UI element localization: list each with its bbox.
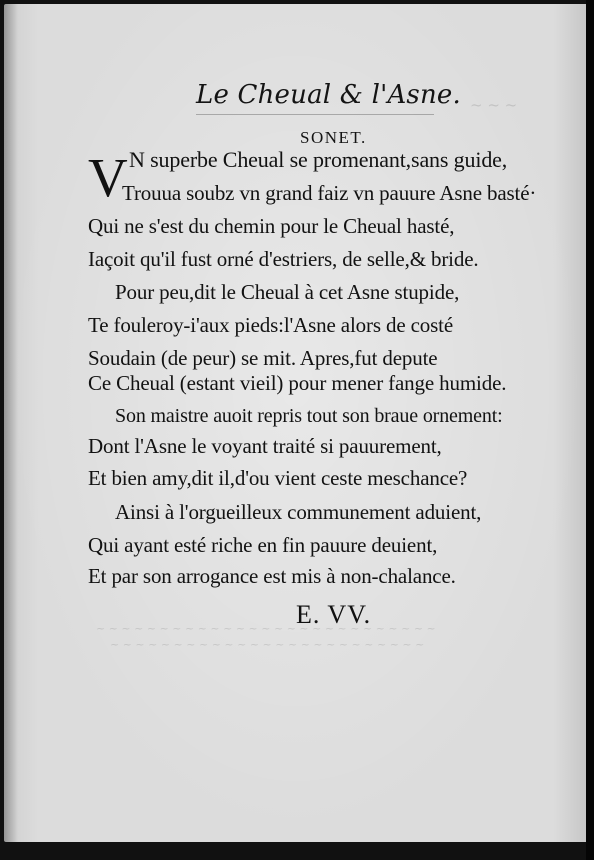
verse-line-7: Soudain (de peur) se mit. Apres,fut depute (88, 346, 438, 370)
author-initials: E. VV. (296, 600, 372, 629)
verse-line-11: Et bien amy,dit il,d'ou vient ceste meschance? (88, 466, 468, 490)
verse-line-8: Ce Cheual (estant vieil) pour mener fange humide. (88, 371, 507, 395)
verse-line-12: Ainsi à l'orgueilleux communement aduient, (115, 500, 482, 524)
verse-line-13: Qui ayant esté riche en fin pauure deuient, (88, 533, 438, 557)
bleed-through-footnote-1: ~ ~ ~ ~ ~ ~ ~ ~ ~ ~ ~ ~ ~ ~ ~ ~ ~ ~ ~ ~ ~ ~ ~ ~ ~ ~ ~ (96, 622, 436, 635)
verse-line-1: N superbe Cheual se promenant,sans guide, (129, 147, 508, 172)
verse-line-3: Qui ne s'est du chemin pour le Cheual hasté, (88, 214, 455, 238)
title-underline (196, 114, 434, 115)
verse-line-6: Te fouleroy-i'aux pieds:l'Asne alors de costé (88, 313, 453, 337)
verse-line-5: Pour peu,dit le Cheual à cet Asne stupide, (115, 280, 460, 304)
verse-line-14: Et par son arrogance est mis à non-chalance. (88, 564, 456, 588)
verse-line-2: Trouua soubz vn grand faiz vn pauure Asne basté· (122, 181, 537, 205)
spine-shadow (4, 4, 18, 842)
verse-line-4: Iaçoit qu'il fust orné d'estriers, de selle,& bride. (88, 247, 479, 271)
drop-cap: V (88, 147, 128, 208)
poem-heading: SONET. (300, 128, 367, 147)
bleed-through-footnote-2: ~ ~ ~ ~ ~ ~ ~ ~ ~ ~ ~ ~ ~ ~ ~ ~ ~ ~ ~ ~ ~ ~ ~ ~ ~ (110, 638, 425, 651)
bleed-through-top: ~ ~ ~ (470, 96, 518, 114)
scan-border (586, 0, 594, 860)
poem-title: Le Cheual & l'Asne. (196, 80, 461, 110)
verse-line-9: Son maistre auoit repris tout son braue ornement: (115, 405, 503, 427)
verse-line-10: Dont l'Asne le voyant traité si pauurement, (88, 434, 442, 458)
